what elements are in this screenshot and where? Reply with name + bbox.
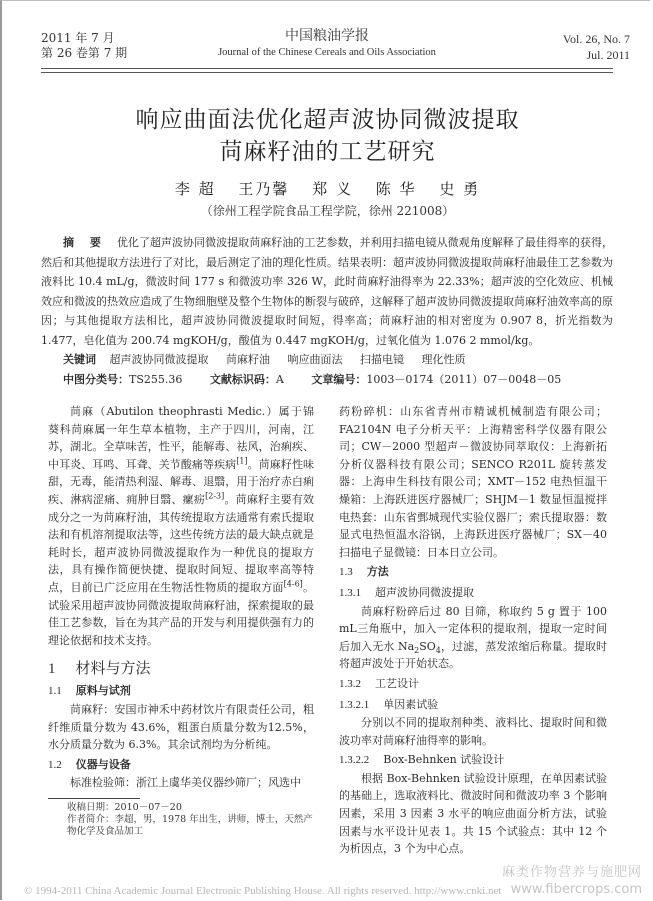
intro-text: 。试验采用超声波协同微波提取苘麻籽油，探索提取的最佳工艺参数，旨在为其产品的开发与利用提供强有力的理论依据和技术支持。 (48, 580, 315, 647)
section-heading-1-3-1 (339, 584, 607, 603)
header-rule-right (485, 68, 613, 73)
left-column (48, 403, 314, 792)
citation[interactable]: [1] (236, 456, 248, 466)
section-title: 方法 (366, 565, 389, 579)
header-rule (41, 68, 485, 73)
section-heading-1-3-2-2 (339, 751, 607, 770)
equipment-paragraph-cont: 药粉碎机：山东省青州市精诚机械制造有限公司；FA2104N 电子分析天平：上海精密科学仪器有限公司；CW－2000 型超声－微波协同萃取仪：上海新拓分析仪器科技有限公司；SENCO R201L 旋转蒸发器：上海申生科技有限公司；XMT－152 电热恒温干燥箱：上海跃进医疗器械厂；SHJM－1 数显恒温搅拌电热套：山东省鄄城现代实验仪器厂；索氏提取器：数显式电热恒温水浴锅，上海跃进医疗器械厂；SX－40 扫描电子显微镜：日本日立公司。 (339, 405, 607, 559)
section-number: 1.3.2.2 (339, 754, 370, 767)
section-title: 仪器与设备 (75, 757, 131, 771)
section-title: 原料与试剂 (75, 684, 131, 698)
section-title: 材料与方法 (75, 659, 151, 678)
doc-code-value: A (275, 372, 284, 386)
method-text: ，过滤，蒸发浓缩后称量。提取时将超声波处于开始状态。 (339, 639, 608, 671)
issue-info (41, 31, 151, 61)
received-value: 2010－07－20 (114, 802, 182, 813)
received-date (67, 802, 317, 814)
paper-title (2, 104, 653, 168)
article-no-label: 文章编号： (311, 372, 367, 386)
abstract-text: 优化了超声波协同微波提取苘麻籽油的工艺参数，并利用扫描电镜从微观角度解释了最佳得率的获得，然后和其他提取方法进行了对比，最后测定了油的理化性质。结果表明：超声波协同微波提取苘麻籽油最佳工艺参数为液料比 10.4 mL/g，微波时间 177 s 和微波功率 326 W，此时苘麻籽油得率为 22.33%；超声波的空化效应、机械效应和微波的热效应造成了生物细胞壁及整个生物体的断裂与破碎，这解释了超声波协同微波提取苘麻籽油效率高的原因；与其他提取方法相比，超声波协同微波提取时间短，得率高；苘麻籽油的相对密度为 0.907 8，折光指数为 1.477，皂化值为 200.74 mgKOH/g，酸值为 0.447 mgKOH/g，过氧化值为 1.076 2 mmol/kg。 (41, 236, 613, 347)
right-column (339, 403, 607, 858)
author: 李 超 (174, 180, 216, 198)
classification-line (63, 370, 613, 390)
equipment-paragraph-start: 标准检验筛：浙江上虞华美仪器纱筛厂；风选中 (70, 776, 301, 790)
footnote-rule (48, 798, 140, 799)
keyword: 超声波协同微波提取 (109, 353, 209, 366)
author: 郑 义 (312, 180, 353, 198)
received-label: 收稿日期： (67, 802, 115, 813)
section-heading-1-3-2-1 (339, 696, 607, 715)
section-title: Box-Behnken 试验设计 (383, 753, 505, 767)
method-text: SO (419, 639, 436, 653)
article-no-value: 1003－0174（2011）07－0048－05 (366, 372, 562, 386)
author-bio-label: 作者简介： (67, 814, 115, 825)
box-behnken-paragraph: 根据 Box-Behnken 试验设计原理，在单因素试验的基础上，选取液料比、微波时间和微波功率 3 个影响因素，采用 3 因素 3 水平的响应曲面分析方法，试验因素与水平设计见表 1。共 15 个试验点：其中 12 个为析因点，3 个为中心点。 (339, 771, 607, 856)
front-matter (41, 233, 613, 389)
intro-text: 。苘麻籽性味甜，无毒，能清热利湿、解毒、退翳，用于治疗赤白痢疾、淋病涩痛、痈肿目翳、瘰疬 (48, 457, 315, 506)
article-number (311, 373, 561, 386)
author-list (2, 179, 653, 199)
keyword: 理化性质 (421, 353, 466, 366)
citation[interactable]: [4-6] (283, 579, 303, 589)
keywords-label: 关键词 (63, 353, 96, 366)
author: 史 勇 (439, 180, 481, 198)
section-title: 超声波协同微波提取 (375, 585, 474, 599)
doc-code-label: 文献标识码： (209, 372, 276, 386)
copyright-notice: © 1994-2011 China Academic Journal Electronic Publishing House. All rights reserved. http://www.cnki.net (24, 885, 502, 897)
watermark-url[interactable]: www.fibercrops.com (510, 882, 642, 897)
single-factor-paragraph: 分别以不同的提取剂种类、液料比、提取时间和微波功率对苘麻籽油得率的影响。 (339, 716, 607, 747)
clc-value: TS255.36 (129, 372, 183, 386)
section-heading-1-1 (48, 682, 314, 701)
method-paragraph (339, 603, 607, 673)
clc-number (63, 373, 182, 386)
section-number: 1.3 (339, 566, 353, 579)
author: 王乃馨 (238, 180, 290, 198)
volume-info (563, 31, 630, 63)
section-title: 工艺设计 (375, 676, 419, 690)
section-number: 1.3.2.1 (339, 698, 370, 711)
intro-paragraph (48, 403, 314, 649)
abstract (41, 233, 613, 350)
volume-number: Vol. 26, No. 7 (562, 32, 630, 46)
author: 陈 华 (375, 180, 417, 198)
intro-text: 苘麻（Abutilon theophrasti Medic.）属于锦葵科苘麻属一年生草本植物，主产于四川，河南，江苏，湖北。全草味苦，性平，能解毒、祛风，治痢疾、中耳炎、耳鸣、耳聋、关节酸痛等疾病 (48, 405, 314, 471)
title-line-1: 响应曲面法优化超声波协同微波提取 (135, 107, 520, 133)
issue-date: 2011 年 7 月 (41, 31, 115, 45)
author-bio-value: 李超，男，1978 年出生，讲师，博士，天然产物化学及食品加工 (67, 814, 313, 837)
keyword: 扫描电镜 (360, 353, 404, 366)
issue-date-en: Jul. 2011 (586, 48, 630, 62)
section-number: 1 (48, 661, 56, 678)
affiliation: （徐州工程学院食品工程学院，徐州 221008） (200, 204, 455, 218)
section-number: 1.3.2 (339, 677, 361, 690)
section-heading-1-2 (48, 756, 314, 775)
journal-name-en: Journal of the Chinese Cereals and Oils Association (218, 47, 436, 58)
intro-text: 。苘麻籽主要有效成分之一为苘麻籽油，其传统提取方法通常有索氏提取法和有机溶剂提取法等，这些传统方法的最大缺点就是耗时长，超声波协同微波提取作为一种优良的提取方法，具有操作简便快捷、提取时间短、提取率高等特点，目前已广泛应用在生物活性物质的提取方面 (48, 492, 315, 594)
citation[interactable]: [2-3] (205, 491, 225, 501)
materials-paragraph: 苘麻籽：安国市神禾中药材饮片有限责任公司，粗纤维质量分数为 43.6%，粗蛋白质量分数为12.5%，水分质量分数为 6.3%。其余试剂均为分析纯。 (48, 702, 314, 752)
method-text: 苘麻籽粉碎后过 80 目筛，称取约 5 g 置于 100 mL三角瓶中，加入一定体积的提取剂，提取一定时间后加入无水 Na (339, 604, 607, 653)
section-title: 单因素试验 (383, 697, 439, 711)
keywords (63, 350, 613, 370)
keyword: 苘麻籽油 (226, 353, 270, 366)
issue-volume: 第 26 卷第 7 期 (41, 46, 128, 60)
author-bio (67, 814, 317, 838)
keyword: 响应曲面法 (287, 353, 343, 366)
journal-name (162, 28, 492, 61)
document-code (210, 373, 284, 386)
title-line-2: 苘麻籽油的工艺研究 (219, 139, 436, 165)
section-heading-1 (48, 657, 314, 680)
section-number: 1.1 (48, 685, 62, 698)
clc-label: 中图分类号： (63, 372, 129, 386)
abstract-label: 摘 要 (63, 236, 107, 249)
subscript: 4 (435, 645, 441, 655)
watermark-cn: 麻类作物营养与施肥网 (501, 865, 642, 880)
journal-name-cn: 中国粮油学报 (285, 28, 369, 44)
section-number: 1.2 (48, 758, 62, 771)
watermark (462, 864, 642, 898)
subscript: 2 (414, 645, 420, 655)
section-heading-1-3 (339, 563, 607, 582)
section-number: 1.3.1 (339, 586, 361, 599)
section-heading-1-3-2 (339, 675, 607, 694)
footnote (67, 802, 317, 838)
